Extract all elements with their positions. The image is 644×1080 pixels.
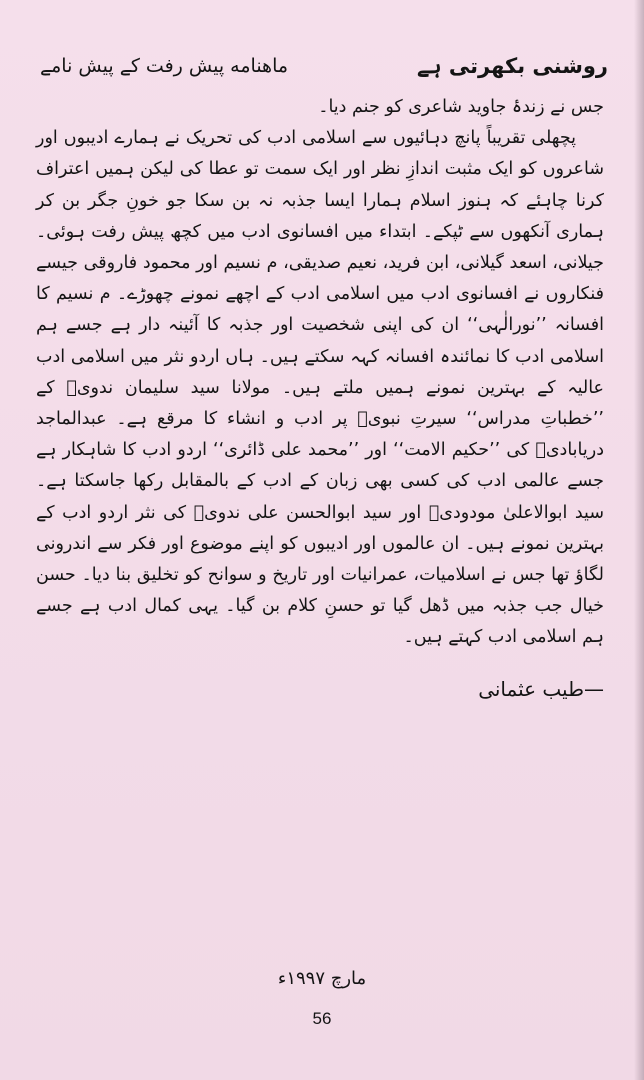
section-title: روشنی بکھرتی ہے (417, 54, 608, 78)
author-signature: —طیب عثمانی (478, 677, 604, 701)
page-edge-shadow (634, 0, 644, 1080)
paragraph-1: جس نے زندۂ جاوید شاعری کو جنم دیا۔ (318, 97, 604, 117)
running-header (40, 46, 608, 86)
page-number: 56 (312, 1009, 332, 1028)
paragraph-2: پچھلی تقریباً پانچ دہائیوں سے اسلامی ادب کی تحریک نے ہمارے ادیبوں اور شاعروں کو ایک مثبت اندازِ نظر اور ایک سمت تو عطا کی لیکن ہمیں اعتراف کرنا چاہئے کہ ہنوز اسلام ہمارا ایسا جذبہ نہ بن سکا جو خونِ جگر بن کر ہماری آنکھوں سے ٹپکے۔ ابتداء میں افسانوی ادب میں کچھ پیش رفت ہوئی۔ جیلانی، اسعد گیلانی، ابن فرید، نعیم صدیقی، م نسیم اور محمود فاروقی جیسے فنکاروں نے افسانوی ادب میں اسلامی ادب کے اچھے نمونے چھوڑے۔ م نسیم کا افسانہ ’’نورالٰہی‘‘ ان کی اپنی شخصیت اور جذبہ کا آئینہ دار ہے جسے ہم اسلامی ادب کا نمائندہ افسانہ کہہ سکتے ہیں۔ ہاں اردو نثر میں اسلامی ادب عالیہ کے بہترین نمونے ہمیں ملتے ہیں۔ مولانا سید سلیمان ندویؒ کے ’’خطباتِ مدراس‘‘ سیرتِ نبویؐ پر ادب و انشاء کا مرقع ہے۔ عبدالماجد دریابادیؒ کی ’’حکیم الامت‘‘ اور ’’محمد علی ڈائری‘‘ اردو ادب کا شاہکار ہے جسے عالمی ادب کی کسی بھی زبان کے ادب کے بالمقابل رکھا جاسکتا ہے۔ سید ابوالاعلیٰ مودودیؒ اور سید ابوالحسن علی ندویؒ کی نثر اردو ادب کے بہترین نمونے ہیں۔ ان عالموں اور ادیبوں کو اپنے موضوع اور فکر سے اندرونی لگاؤ تھا جس نے اسلامیات، عمرانیات اور تاریخ و سوانح کو تخلیق بنا دیا۔ حسن خیال جب جذبہ میں ڈھل گیا تو حسنِ کلام بن گیا۔ یہی کمال ادب ہے جسے ہم اسلامی ادب کہتے ہیں۔ (36, 128, 604, 648)
issue-date: مارچ ۱۹۹۷ء (277, 968, 367, 989)
article-body (36, 92, 604, 654)
magazine-title: ماهنامه پیش رفت کے پیش نامے (40, 55, 289, 77)
